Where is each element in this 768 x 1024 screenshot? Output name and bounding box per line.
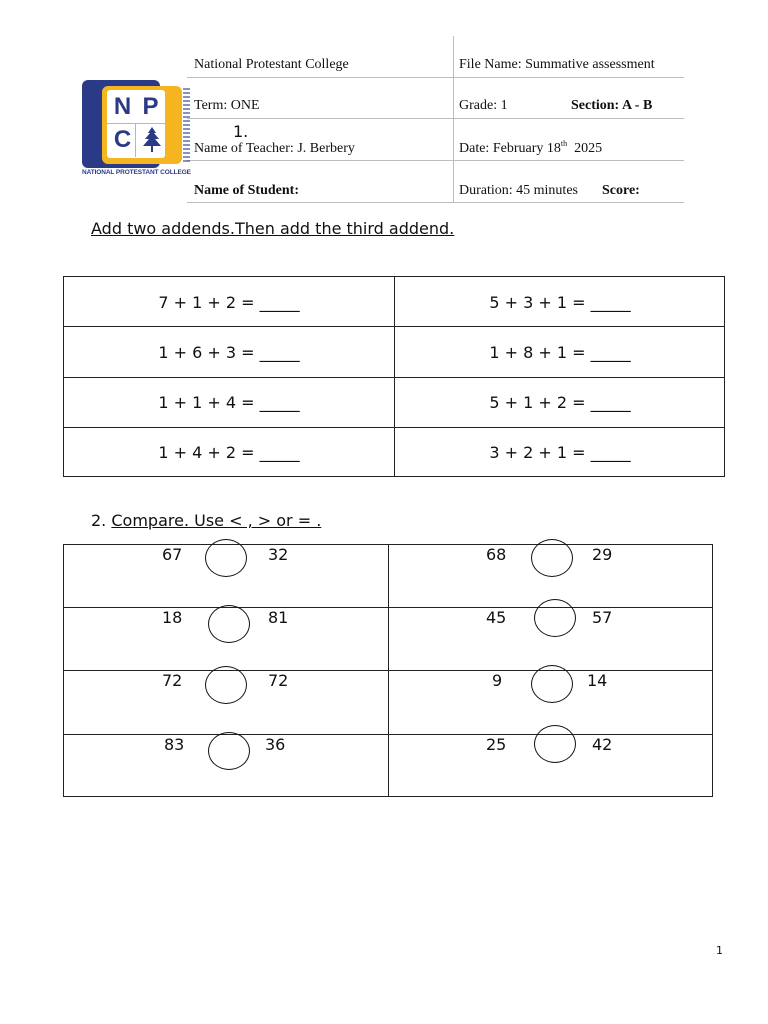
logo-letter-p: P [142,93,159,120]
info-row-divider [187,77,684,78]
logo-caption: NATIONAL PROTESTANT COLLEGE [82,169,191,176]
addition-problem: 1 + 8 + 1 = _____ [489,342,631,362]
compare-number-right: 32 [268,545,289,564]
table-row-divider [64,734,712,735]
date-field [459,141,602,157]
compare-number-left: 72 [162,671,183,690]
cedar-tree-icon [139,125,165,155]
compare-number-right: 14 [587,671,608,690]
question-2-number: 2. [91,511,107,530]
compare-number-right: 72 [268,671,289,690]
file-name: File Name: Summative assessment [459,57,655,72]
answer-circle[interactable] [534,725,576,763]
section-label: Section: A - B [571,98,653,113]
compare-number-left: 45 [486,608,507,627]
date-ordinal: th [560,139,568,148]
logo-letter-c: C [113,126,132,153]
header-info-table [187,36,684,203]
school-logo [82,80,190,180]
date-year: 2025 [567,141,603,156]
compare-number-right: 36 [265,735,286,754]
teacher-name: Name of Teacher: J. Berbery [194,141,355,156]
school-name: National Protestant College [194,57,349,72]
answer-circle[interactable] [531,665,573,703]
question-2-instruction: Compare. Use < , > or = . [111,511,322,530]
answer-circle[interactable] [208,605,250,643]
info-row-divider [187,118,684,119]
answer-circle[interactable] [205,539,247,577]
answer-circle[interactable] [534,599,576,637]
question-2-title [91,511,321,530]
logo-letter-n: N [113,93,132,120]
answer-circle[interactable] [208,732,250,770]
logo-arabic-text [183,88,190,162]
compare-number-left: 9 [492,671,503,690]
term-label: Term: ONE [194,98,260,113]
addition-table [63,276,725,477]
compare-number-left: 68 [486,545,507,564]
compare-number-right: 57 [592,608,613,627]
addition-problem: 5 + 1 + 2 = _____ [489,392,631,412]
info-column-divider [453,36,454,203]
question-1-title: Add two addends.Then add the third addend. [91,219,455,238]
compare-number-left: 83 [164,735,185,754]
duration-label: Duration: 45 minutes [459,183,578,198]
date-text: Date: February 18 [459,141,561,156]
compare-number-left: 67 [162,545,183,564]
compare-number-right: 29 [592,545,613,564]
info-row-divider [187,202,684,203]
question-1-number: 1. [233,122,249,141]
compare-number-left: 18 [162,608,183,627]
compare-number-left: 25 [486,735,507,754]
compare-number-right: 42 [592,735,613,754]
addition-problem: 3 + 2 + 1 = _____ [489,442,631,462]
logo-divider [135,123,136,157]
compare-number-right: 81 [268,608,289,627]
addition-problem: 1 + 4 + 2 = _____ [158,442,300,462]
addition-problem: 1 + 1 + 4 = _____ [158,392,300,412]
addition-problem: 1 + 6 + 3 = _____ [158,342,300,362]
addition-problem: 7 + 1 + 2 = _____ [158,292,300,312]
answer-circle[interactable] [205,666,247,704]
info-row-divider [187,160,684,161]
logo-divider [107,123,165,124]
score-label: Score: [602,183,640,198]
comparison-table [63,544,713,797]
addition-problem: 5 + 3 + 1 = _____ [489,292,631,312]
student-name-label: Name of Student: [194,183,299,198]
page-number: 1 [716,944,723,957]
grade-label: Grade: 1 [459,98,508,113]
answer-circle[interactable] [531,539,573,577]
